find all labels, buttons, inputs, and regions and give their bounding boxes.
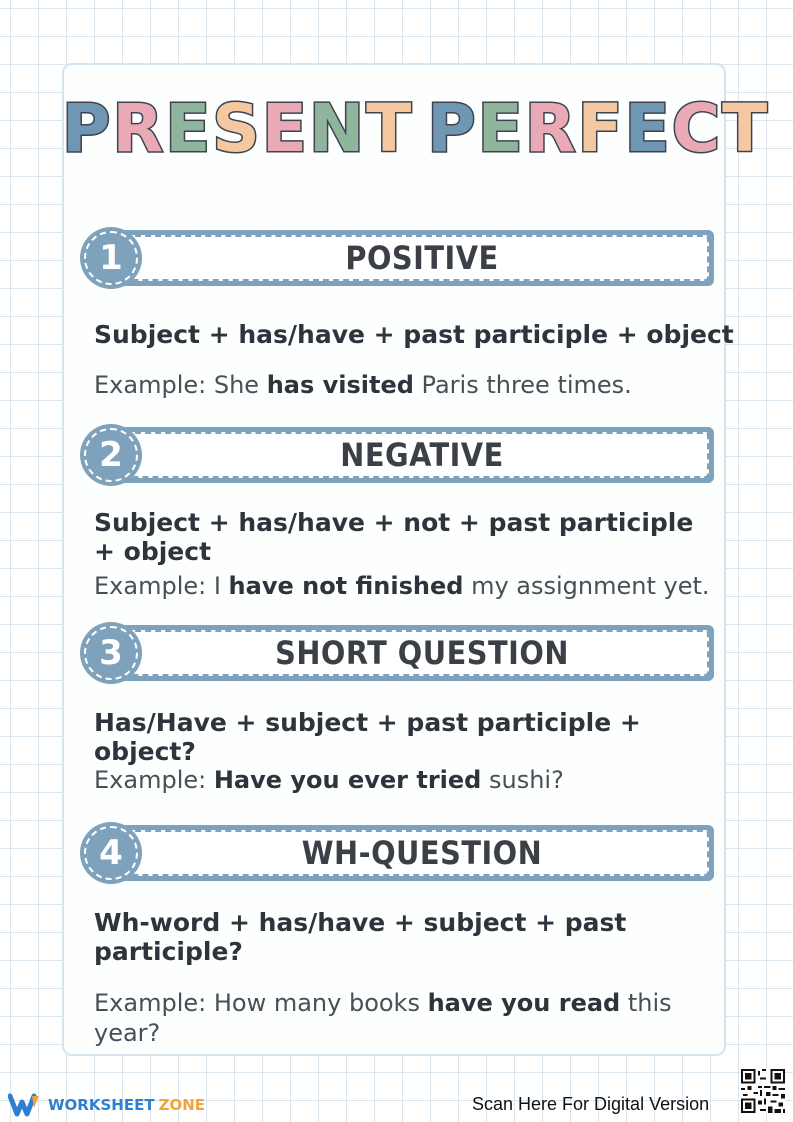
formula-text: Subject + has/have + not + past participle + object — [94, 508, 694, 566]
example-text: Example: She has visited Paris three times. — [94, 371, 632, 399]
section-heading: WH-QUESTION — [301, 834, 543, 872]
example-text: Example: Have you ever tried sushi? — [94, 766, 564, 794]
logo-w-icon — [8, 1092, 42, 1118]
title-letter: T — [366, 90, 414, 167]
formula-text: Wh-word + has/have + subject + past participle? — [94, 908, 627, 966]
section-banner — [106, 825, 714, 881]
section-heading: SHORT QUESTION — [275, 634, 569, 672]
section-number: 1 — [99, 238, 123, 278]
title-letter: F — [577, 90, 625, 167]
formula-text: Has/Have + subject + past participle + object? — [94, 708, 641, 766]
section-number: 3 — [99, 633, 123, 673]
section-number: 2 — [99, 435, 123, 475]
title-letter: E — [477, 90, 525, 167]
title-letter: S — [212, 90, 262, 167]
logo-text-zone: ZONE — [158, 1096, 205, 1114]
example-text: Example: How many books have you read this year? — [94, 989, 672, 1047]
scan-instruction: Scan Here For Digital Version — [472, 1094, 710, 1114]
section-banner — [106, 625, 714, 681]
example-text: Example: I have not finished my assignment yet. — [94, 572, 710, 600]
formula-text: Subject + has/have + past participle + object — [94, 320, 734, 349]
section-number-badge — [80, 424, 142, 486]
section-number-badge — [80, 622, 142, 684]
section-heading: NEGATIVE — [340, 436, 504, 474]
section-number: 4 — [99, 833, 123, 873]
section-banner — [106, 427, 714, 483]
title-letter — [413, 90, 427, 167]
logo-text-worksheet: WORKSHEET — [48, 1096, 155, 1114]
title-letter: E — [261, 90, 309, 167]
page-title — [62, 90, 770, 167]
worksheet-zone-logo[interactable] — [8, 1092, 205, 1118]
title-letter: P — [427, 90, 478, 167]
title-letter: E — [624, 90, 672, 167]
title-letter: P — [62, 90, 113, 167]
title-letter: R — [112, 90, 166, 167]
section-banner — [106, 230, 714, 286]
section-heading: POSITIVE — [345, 239, 499, 277]
title-letter: N — [308, 90, 367, 167]
section-number-badge — [80, 822, 142, 884]
section-number-badge — [80, 227, 142, 289]
title-letter: C — [671, 90, 723, 167]
title-letter: T — [722, 90, 770, 167]
title-letter: R — [524, 90, 578, 167]
title-letter: E — [165, 90, 213, 167]
qr-code-icon[interactable] — [741, 1069, 785, 1113]
